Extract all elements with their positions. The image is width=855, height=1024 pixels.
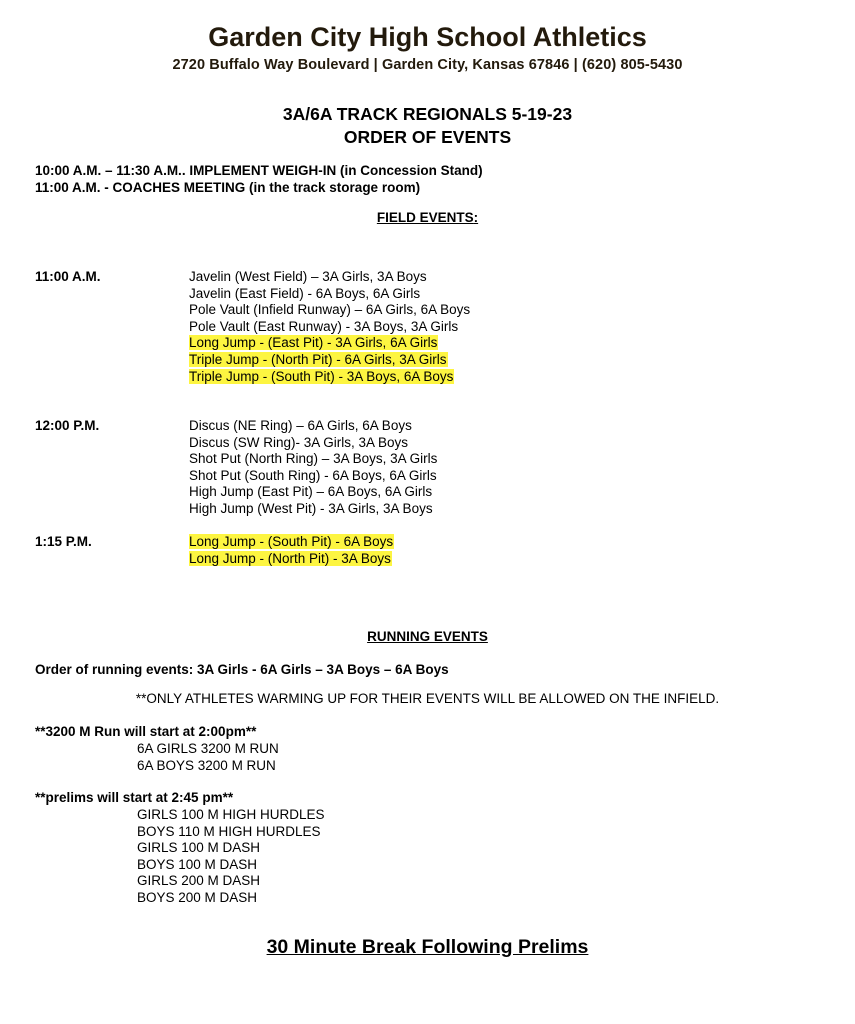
list-item: Pole Vault (East Runway) - 3A Boys, 3A Girls	[189, 318, 459, 334]
time-115pm: 1:15 P.M.	[35, 534, 92, 549]
list-item: High Jump (East Pit) – 6A Boys, 6A Girls	[189, 484, 433, 500]
event-title: 3A/6A TRACK REGIONALS 5-19-23	[282, 104, 573, 124]
event-list-12pm	[189, 418, 437, 518]
running-events-heading: RUNNING EVENTS	[367, 629, 488, 644]
field-events-heading-colon: :	[473, 210, 479, 225]
list-item: Javelin (East Field) - 6A Boys, 6A Girls	[189, 285, 421, 301]
list-item-highlighted: Long Jump - (South Pit) - 6A Boys	[189, 534, 394, 549]
list-item: 6A GIRLS 3200 M RUN	[137, 741, 279, 756]
list-item: Shot Put (North Ring) – 3A Boys, 3A Girls	[189, 451, 438, 467]
list-item: BOYS 110 M HIGH HURDLES	[137, 823, 321, 839]
list-item: GIRLS 100 M HIGH HURDLES	[137, 807, 325, 822]
event-subtitle: ORDER OF EVENTS	[343, 127, 512, 147]
time-12pm: 12:00 P.M.	[35, 418, 100, 433]
run3200-list	[137, 741, 279, 774]
running-order: Order of running events: 3A Girls - 6A Girls – 3A Boys – 6A Boys	[35, 662, 449, 677]
prelims-list	[137, 807, 325, 907]
event-list-115pm	[189, 534, 394, 567]
field-events-heading-text: FIELD EVENTS	[376, 210, 474, 225]
list-item: GIRLS 100 M DASH	[137, 840, 261, 856]
list-item: High Jump (West Pit) - 3A Girls, 3A Boys	[189, 500, 433, 516]
list-item: BOYS 200 M DASH	[137, 889, 258, 905]
list-item: 6A BOYS 3200 M RUN	[137, 757, 276, 773]
list-item: Shot Put (South Ring) - 6A Boys, 6A Girls	[189, 467, 437, 483]
infield-warning: **ONLY ATHLETES WARMING UP FOR THEIR EVENTS WILL BE ALLOWED ON THE INFIELD.	[135, 691, 720, 706]
list-item: Javelin (West Field) – 3A Girls, 3A Boys	[189, 269, 427, 284]
prelims-label: **prelims will start at 2:45 pm**	[35, 790, 234, 805]
list-item: Pole Vault (Infield Runway) – 6A Girls, 6A Boys	[189, 302, 471, 318]
time-11am: 11:00 A.M.	[35, 269, 101, 284]
field-events-heading	[0, 210, 855, 225]
list-item: BOYS 100 M DASH	[137, 856, 258, 872]
list-item-highlighted: Long Jump - (East Pit) - 3A Girls, 6A Girls	[189, 335, 438, 351]
list-item-highlighted: Triple Jump - (South Pit) - 3A Boys, 6A Boys	[189, 368, 454, 384]
list-item-highlighted: Triple Jump - (North Pit) - 6A Girls, 3A Girls	[189, 351, 447, 367]
break-notice: 30 Minute Break Following Prelims	[266, 936, 589, 958]
list-item: Discus (SW Ring)- 3A Girls, 3A Boys	[189, 434, 409, 450]
list-item-highlighted: Long Jump - (North Pit) - 3A Boys	[189, 550, 391, 566]
event-list-11am	[189, 269, 470, 385]
school-title: Garden City High School Athletics	[208, 22, 647, 52]
list-item: Discus (NE Ring) – 6A Girls, 6A Boys	[189, 418, 412, 433]
run3200-label: **3200 M Run will start at 2:00pm**	[35, 724, 257, 739]
weigh-in-note: 10:00 A.M. – 11:30 A.M.. IMPLEMENT WEIGH-IN (in Concession Stand)	[35, 163, 483, 178]
school-address: 2720 Buffalo Way Boulevard | Garden City, Kansas 67846 | (620) 805-5430	[172, 57, 683, 73]
coaches-meeting-note: 11:00 A.M. - COACHES MEETING (in the track storage room)	[35, 180, 421, 195]
list-item: GIRLS 200 M DASH	[137, 873, 261, 889]
